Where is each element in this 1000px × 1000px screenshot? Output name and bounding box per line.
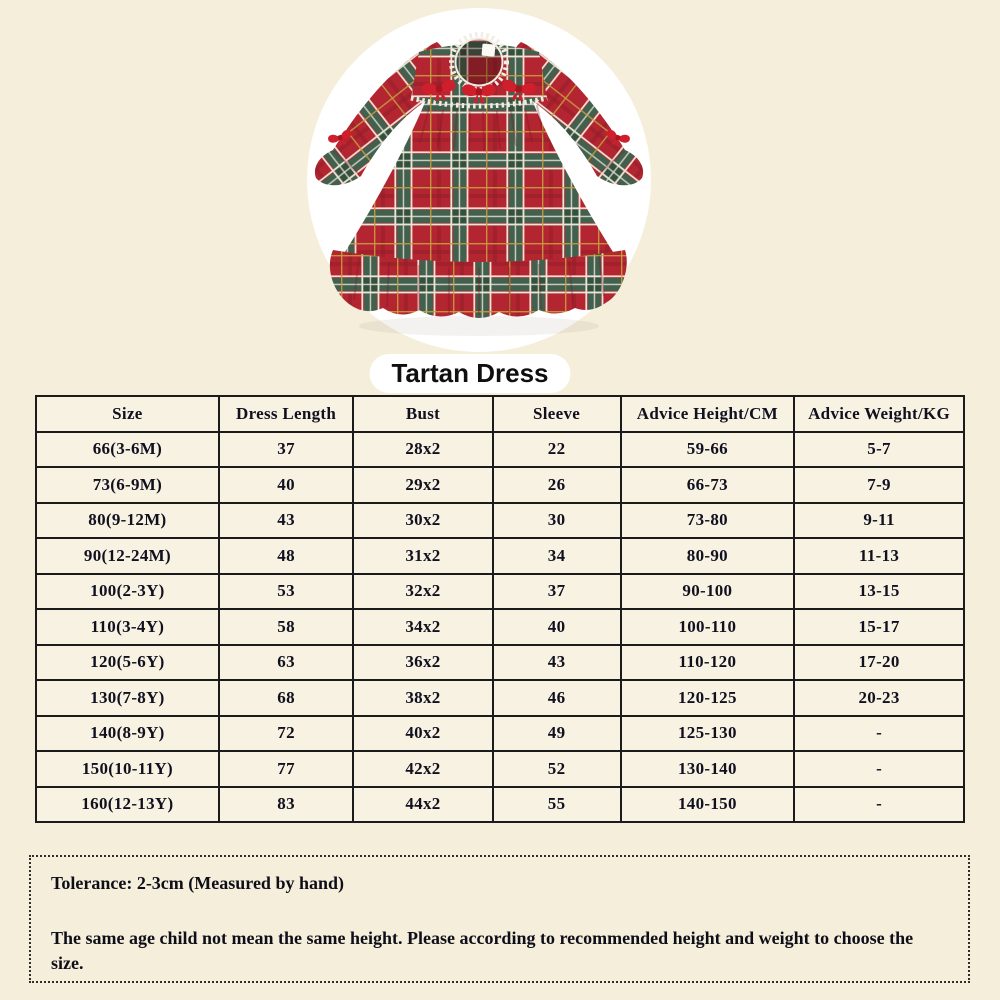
column-header: Size [36, 396, 219, 432]
table-cell: 43 [219, 503, 354, 539]
table-cell: 55 [493, 787, 621, 823]
table-cell: 53 [219, 574, 354, 610]
table-cell: 140-150 [621, 787, 795, 823]
table-cell: 37 [219, 432, 354, 468]
table-cell: 30x2 [353, 503, 492, 539]
table-cell: 130(7-8Y) [36, 680, 219, 716]
table-cell: 31x2 [353, 538, 492, 574]
table-cell: 34x2 [353, 609, 492, 645]
table-cell: - [794, 716, 964, 752]
table-cell: 30 [493, 503, 621, 539]
table-row [36, 538, 964, 574]
table-row [36, 716, 964, 752]
table-cell: 13-15 [794, 574, 964, 610]
table-cell: 130-140 [621, 751, 795, 787]
table-cell: 125-130 [621, 716, 795, 752]
table-cell: 34 [493, 538, 621, 574]
column-header: Dress Length [219, 396, 354, 432]
table-cell: 90(12-24M) [36, 538, 219, 574]
table-cell: 40 [493, 609, 621, 645]
table-cell: 42x2 [353, 751, 492, 787]
tolerance-note: Tolerance: 2-3cm (Measured by hand) [51, 873, 344, 893]
table-cell: 140(8-9Y) [36, 716, 219, 752]
table-cell: 120-125 [621, 680, 795, 716]
table-cell: 22 [493, 432, 621, 468]
table-cell: 38x2 [353, 680, 492, 716]
table-cell: 160(12-13Y) [36, 787, 219, 823]
tartan-dress-illustration [307, 8, 651, 352]
table-cell: 77 [219, 751, 354, 787]
table-cell: 15-17 [794, 609, 964, 645]
table-cell: 100(2-3Y) [36, 574, 219, 610]
table-row [36, 503, 964, 539]
table-header-row [36, 396, 964, 432]
table-cell: 46 [493, 680, 621, 716]
table-cell: - [794, 787, 964, 823]
collar-label [481, 43, 495, 56]
table-cell: 66(3-6M) [36, 432, 219, 468]
table-cell: 7-9 [794, 467, 964, 503]
table-cell: 29x2 [353, 467, 492, 503]
size-chart-table [35, 395, 965, 823]
product-name-label: Tartan Dress [369, 354, 570, 393]
table-cell: 32x2 [353, 574, 492, 610]
table-cell: 83 [219, 787, 354, 823]
table-cell: 100-110 [621, 609, 795, 645]
table-cell: 48 [219, 538, 354, 574]
table-cell: 59-66 [621, 432, 795, 468]
table-row [36, 432, 964, 468]
table-row [36, 787, 964, 823]
table-cell: 73-80 [621, 503, 795, 539]
table-cell: 120(5-6Y) [36, 645, 219, 681]
note-box [29, 855, 970, 983]
column-header: Advice Height/CM [621, 396, 795, 432]
table-cell: 80-90 [621, 538, 795, 574]
table-row [36, 609, 964, 645]
table-cell: 66-73 [621, 467, 795, 503]
table-cell: 44x2 [353, 787, 492, 823]
table-cell: 20-23 [794, 680, 964, 716]
table-row [36, 680, 964, 716]
column-header: Advice Weight/KG [794, 396, 964, 432]
table-cell: 11-13 [794, 538, 964, 574]
column-header: Sleeve [493, 396, 621, 432]
table-cell: 36x2 [353, 645, 492, 681]
table-row [36, 467, 964, 503]
table-cell: 58 [219, 609, 354, 645]
table-cell: 49 [493, 716, 621, 752]
product-photo-circle [307, 8, 651, 352]
table-row [36, 751, 964, 787]
table-cell: 9-11 [794, 503, 964, 539]
table-cell: 52 [493, 751, 621, 787]
table-cell: - [794, 751, 964, 787]
size-advice-note: The same age child not mean the same height. Please according to recommended height and weight to choose the size. [51, 928, 914, 974]
table-cell: 150(10-11Y) [36, 751, 219, 787]
table-row [36, 645, 964, 681]
table-cell: 80(9-12M) [36, 503, 219, 539]
table-cell: 110(3-4Y) [36, 609, 219, 645]
column-header: Bust [353, 396, 492, 432]
table-cell: 72 [219, 716, 354, 752]
table-cell: 73(6-9M) [36, 467, 219, 503]
table-cell: 40x2 [353, 716, 492, 752]
table-row [36, 574, 964, 610]
table-cell: 63 [219, 645, 354, 681]
table-cell: 43 [493, 645, 621, 681]
table-cell: 37 [493, 574, 621, 610]
table-cell: 110-120 [621, 645, 795, 681]
table-cell: 26 [493, 467, 621, 503]
table-cell: 17-20 [794, 645, 964, 681]
table-cell: 5-7 [794, 432, 964, 468]
table-cell: 40 [219, 467, 354, 503]
table-cell: 90-100 [621, 574, 795, 610]
table-cell: 68 [219, 680, 354, 716]
table-cell: 28x2 [353, 432, 492, 468]
